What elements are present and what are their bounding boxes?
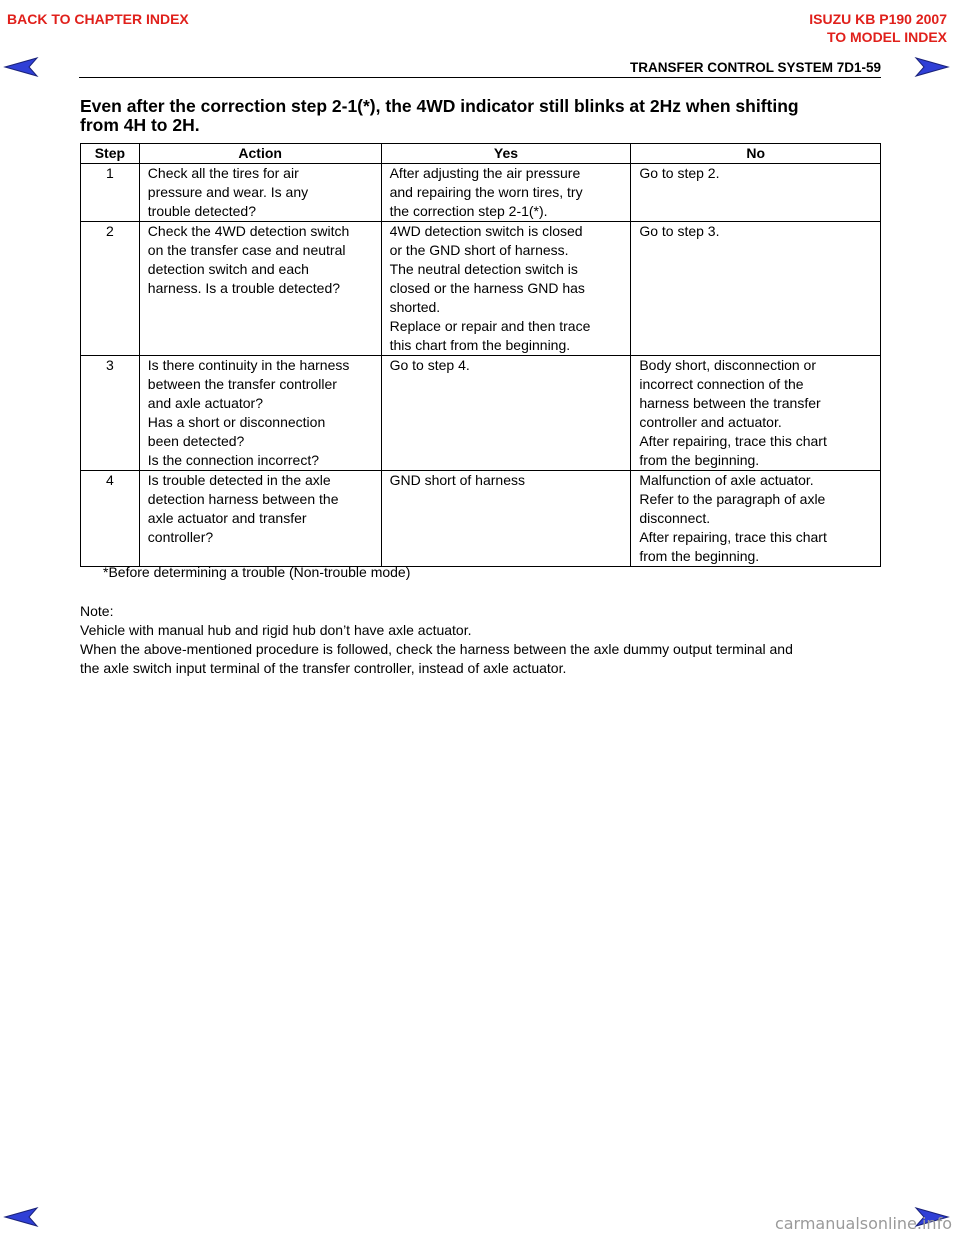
no-cell-line: from the beginning. — [639, 452, 760, 468]
action-cell-line: Check all the tires for air — [147, 165, 299, 181]
yes-cell-line: GND short of harness — [389, 472, 525, 488]
action-cell — [139, 356, 381, 471]
yes-cell-line: or the GND short of harness. — [389, 242, 569, 258]
procedure-table — [80, 143, 881, 567]
column-header-no: No — [631, 144, 881, 164]
action-cell — [139, 164, 381, 222]
no-cell-line: from the beginning. — [639, 548, 760, 564]
step-number-cell: 1 — [81, 164, 140, 222]
no-cell-line: harness between the transfer — [639, 395, 821, 411]
no-cell-line: Body short, disconnection or — [639, 357, 816, 373]
table-row — [81, 471, 881, 567]
action-cell-line: between the transfer controller — [147, 376, 337, 392]
yes-cell-line: After adjusting the air pressure — [389, 165, 581, 181]
yes-cell-line: this chart from the beginning. — [389, 337, 571, 353]
action-cell-line: Is trouble detected in the axle — [147, 472, 331, 488]
step-number-cell: 3 — [81, 356, 140, 471]
yes-cell-line: Replace or repair and then trace — [389, 318, 591, 334]
no-cell-line: Refer to the paragraph of axle — [639, 491, 826, 507]
no-cell — [631, 222, 881, 356]
section-heading-line: Even after the correction step 2-1(*), the 4WD indicator still blinks at 2Hz when shifting — [80, 96, 799, 116]
column-header-action: Action — [139, 144, 381, 164]
yes-cell-line: shorted. — [389, 299, 441, 315]
action-cell — [139, 222, 381, 356]
watermark-text: carmanualsonline.info — [774, 1214, 952, 1233]
back-to-chapter-index-link[interactable]: BACK TO CHAPTER INDEX — [7, 11, 189, 27]
action-cell — [139, 471, 381, 567]
yes-cell — [381, 164, 631, 222]
yes-cell-line: Go to step 4. — [389, 357, 470, 373]
note-line: When the above-mentioned procedure is followed, check the harness between the axle dummy output terminal and — [80, 641, 793, 657]
to-model-index-link[interactable]: TO MODEL INDEX — [826, 29, 947, 45]
no-cell-line: controller and actuator. — [639, 414, 782, 430]
action-cell-line: been detected? — [147, 433, 245, 449]
yes-cell-line: 4WD detection switch is closed — [389, 223, 583, 239]
step-number-cell: 4 — [81, 471, 140, 567]
yes-cell-line: The neutral detection switch is — [389, 261, 578, 277]
section-heading — [80, 97, 880, 135]
previous-page-arrow-icon[interactable] — [3, 1206, 39, 1228]
header-divider — [79, 77, 881, 78]
no-cell-line: disconnect. — [639, 510, 711, 526]
action-cell-line: Check the 4WD detection switch — [147, 223, 350, 239]
action-cell-line: axle actuator and transfer — [147, 510, 307, 526]
table-row — [81, 356, 881, 471]
action-cell-line: harness. Is a trouble detected? — [147, 280, 341, 296]
no-cell — [631, 164, 881, 222]
note-block — [80, 602, 890, 678]
next-page-arrow-icon[interactable] — [914, 56, 950, 78]
action-cell-line: on the transfer case and neutral — [147, 242, 346, 258]
table-footnote: *Before determining a trouble (Non-trouble mode) — [103, 564, 411, 580]
action-cell-line: detection harness between the — [147, 491, 339, 507]
yes-cell-line: the correction step 2-1(*). — [389, 203, 548, 219]
column-header-yes: Yes — [381, 144, 631, 164]
previous-page-arrow-icon[interactable] — [3, 56, 39, 78]
no-cell — [631, 356, 881, 471]
section-heading-line: from 4H to 2H. — [80, 115, 200, 135]
model-title: ISUZU KB P190 2007 — [809, 11, 947, 27]
column-header-step: Step — [81, 144, 140, 164]
table-row — [81, 222, 881, 356]
table-body — [81, 164, 881, 567]
yes-cell — [381, 471, 631, 567]
action-cell-line: and axle actuator? — [147, 395, 263, 411]
action-cell-line: Is there continuity in the harness — [147, 357, 350, 373]
action-cell-line: controller? — [147, 529, 214, 545]
no-cell-line: Malfunction of axle actuator. — [639, 472, 814, 488]
note-line: Vehicle with manual hub and rigid hub don’t have axle actuator. — [80, 622, 472, 638]
page-header-title: TRANSFER CONTROL SYSTEM 7D1-59 — [629, 60, 881, 75]
yes-cell-line: and repairing the worn tires, try — [389, 184, 583, 200]
yes-cell — [381, 222, 631, 356]
action-cell-line: detection switch and each — [147, 261, 309, 277]
action-cell-line: trouble detected? — [147, 203, 256, 219]
yes-cell — [381, 356, 631, 471]
yes-cell-line: closed or the harness GND has — [389, 280, 585, 296]
note-label: Note: — [80, 603, 114, 619]
no-cell-line: Go to step 2. — [639, 165, 720, 181]
action-cell-line: pressure and wear. Is any — [147, 184, 309, 200]
table-header-row — [81, 144, 881, 164]
no-cell — [631, 471, 881, 567]
no-cell-line: After repairing, trace this chart — [639, 529, 827, 545]
action-cell-line: Is the connection incorrect? — [147, 452, 320, 468]
note-line: the axle switch input terminal of the transfer controller, instead of axle actuator. — [80, 660, 567, 676]
no-cell-line: After repairing, trace this chart — [639, 433, 827, 449]
no-cell-line: Go to step 3. — [639, 223, 720, 239]
step-number-cell: 2 — [81, 222, 140, 356]
no-cell-line: incorrect connection of the — [639, 376, 804, 392]
table-row — [81, 164, 881, 222]
action-cell-line: Has a short or disconnection — [147, 414, 326, 430]
